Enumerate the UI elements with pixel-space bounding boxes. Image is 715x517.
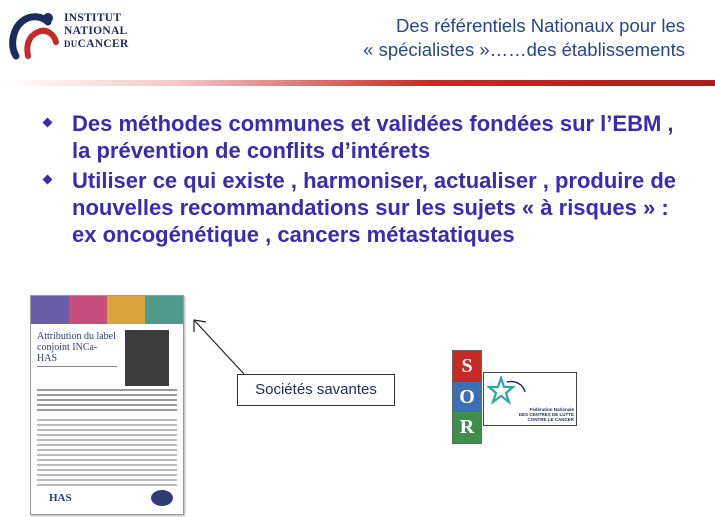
societes-savantes-callout: Sociétés savantes	[237, 374, 395, 406]
document-band	[69, 296, 107, 324]
document-title: Attribution du label conjoint INCa-HAS	[37, 331, 117, 367]
document-band	[145, 296, 183, 324]
document-band	[107, 296, 145, 324]
slide-title	[255, 14, 685, 62]
slide-title-line-2: « spécialistes »……des établissements	[363, 39, 685, 60]
document-band	[31, 296, 69, 324]
inca-logo-icon	[8, 6, 62, 62]
sor-letter-o: O	[453, 382, 481, 413]
fnclcc-line-3: CONTRE LE CANCER	[527, 417, 574, 422]
sor-letter-r: R	[453, 412, 481, 443]
document-thumbnail	[30, 295, 184, 515]
diamond-bullet-icon	[43, 175, 53, 185]
bullet-text: Des méthodes communes et validées fondées sur l’EBM , la prévention de conflits d’intérets	[72, 111, 674, 163]
diamond-bullet-icon	[43, 118, 53, 128]
document-body-text	[37, 416, 177, 489]
document-sidebar-box	[125, 330, 169, 386]
logo-line-3	[64, 38, 129, 51]
bullet-list	[40, 110, 690, 251]
bullet-item	[40, 167, 690, 248]
has-logo: HAS	[49, 492, 72, 504]
logo-line-3-word: CANCER	[77, 38, 129, 50]
document-body-text	[37, 386, 177, 414]
sor-logo	[452, 350, 482, 444]
star-icon	[487, 376, 527, 408]
bullet-text: Utiliser ce qui existe , harmoniser, actualiser , produire de nouvelles recommandations sur les sujets « à risques » : ex oncogénétique , cancers métastatiques	[72, 168, 677, 247]
document-title-block	[37, 331, 117, 367]
arrow-icon	[188, 314, 248, 378]
slide-title-line-1: Des référentiels Nationaux pour les	[396, 15, 685, 36]
logo-line-3-prefix: DU	[64, 39, 78, 49]
sor-letter-s: S	[453, 351, 481, 382]
header-divider	[0, 80, 715, 86]
institut-national-du-cancer-logo	[8, 6, 148, 62]
logo-wordmark	[64, 12, 129, 51]
fnclcc-logo	[483, 372, 577, 426]
fnclcc-wordmark	[486, 407, 574, 422]
seal-icon	[151, 490, 173, 506]
logo-line-2: NATIONAL	[64, 25, 128, 37]
logo-line-1: INSTITUT	[64, 12, 122, 24]
fnclcc-line-1: Fédération Nationale	[529, 407, 574, 412]
bullet-item	[40, 110, 690, 164]
fnclcc-line-2: DES CENTRES DE LUTTE	[518, 412, 574, 417]
document-header-bands	[31, 296, 183, 324]
